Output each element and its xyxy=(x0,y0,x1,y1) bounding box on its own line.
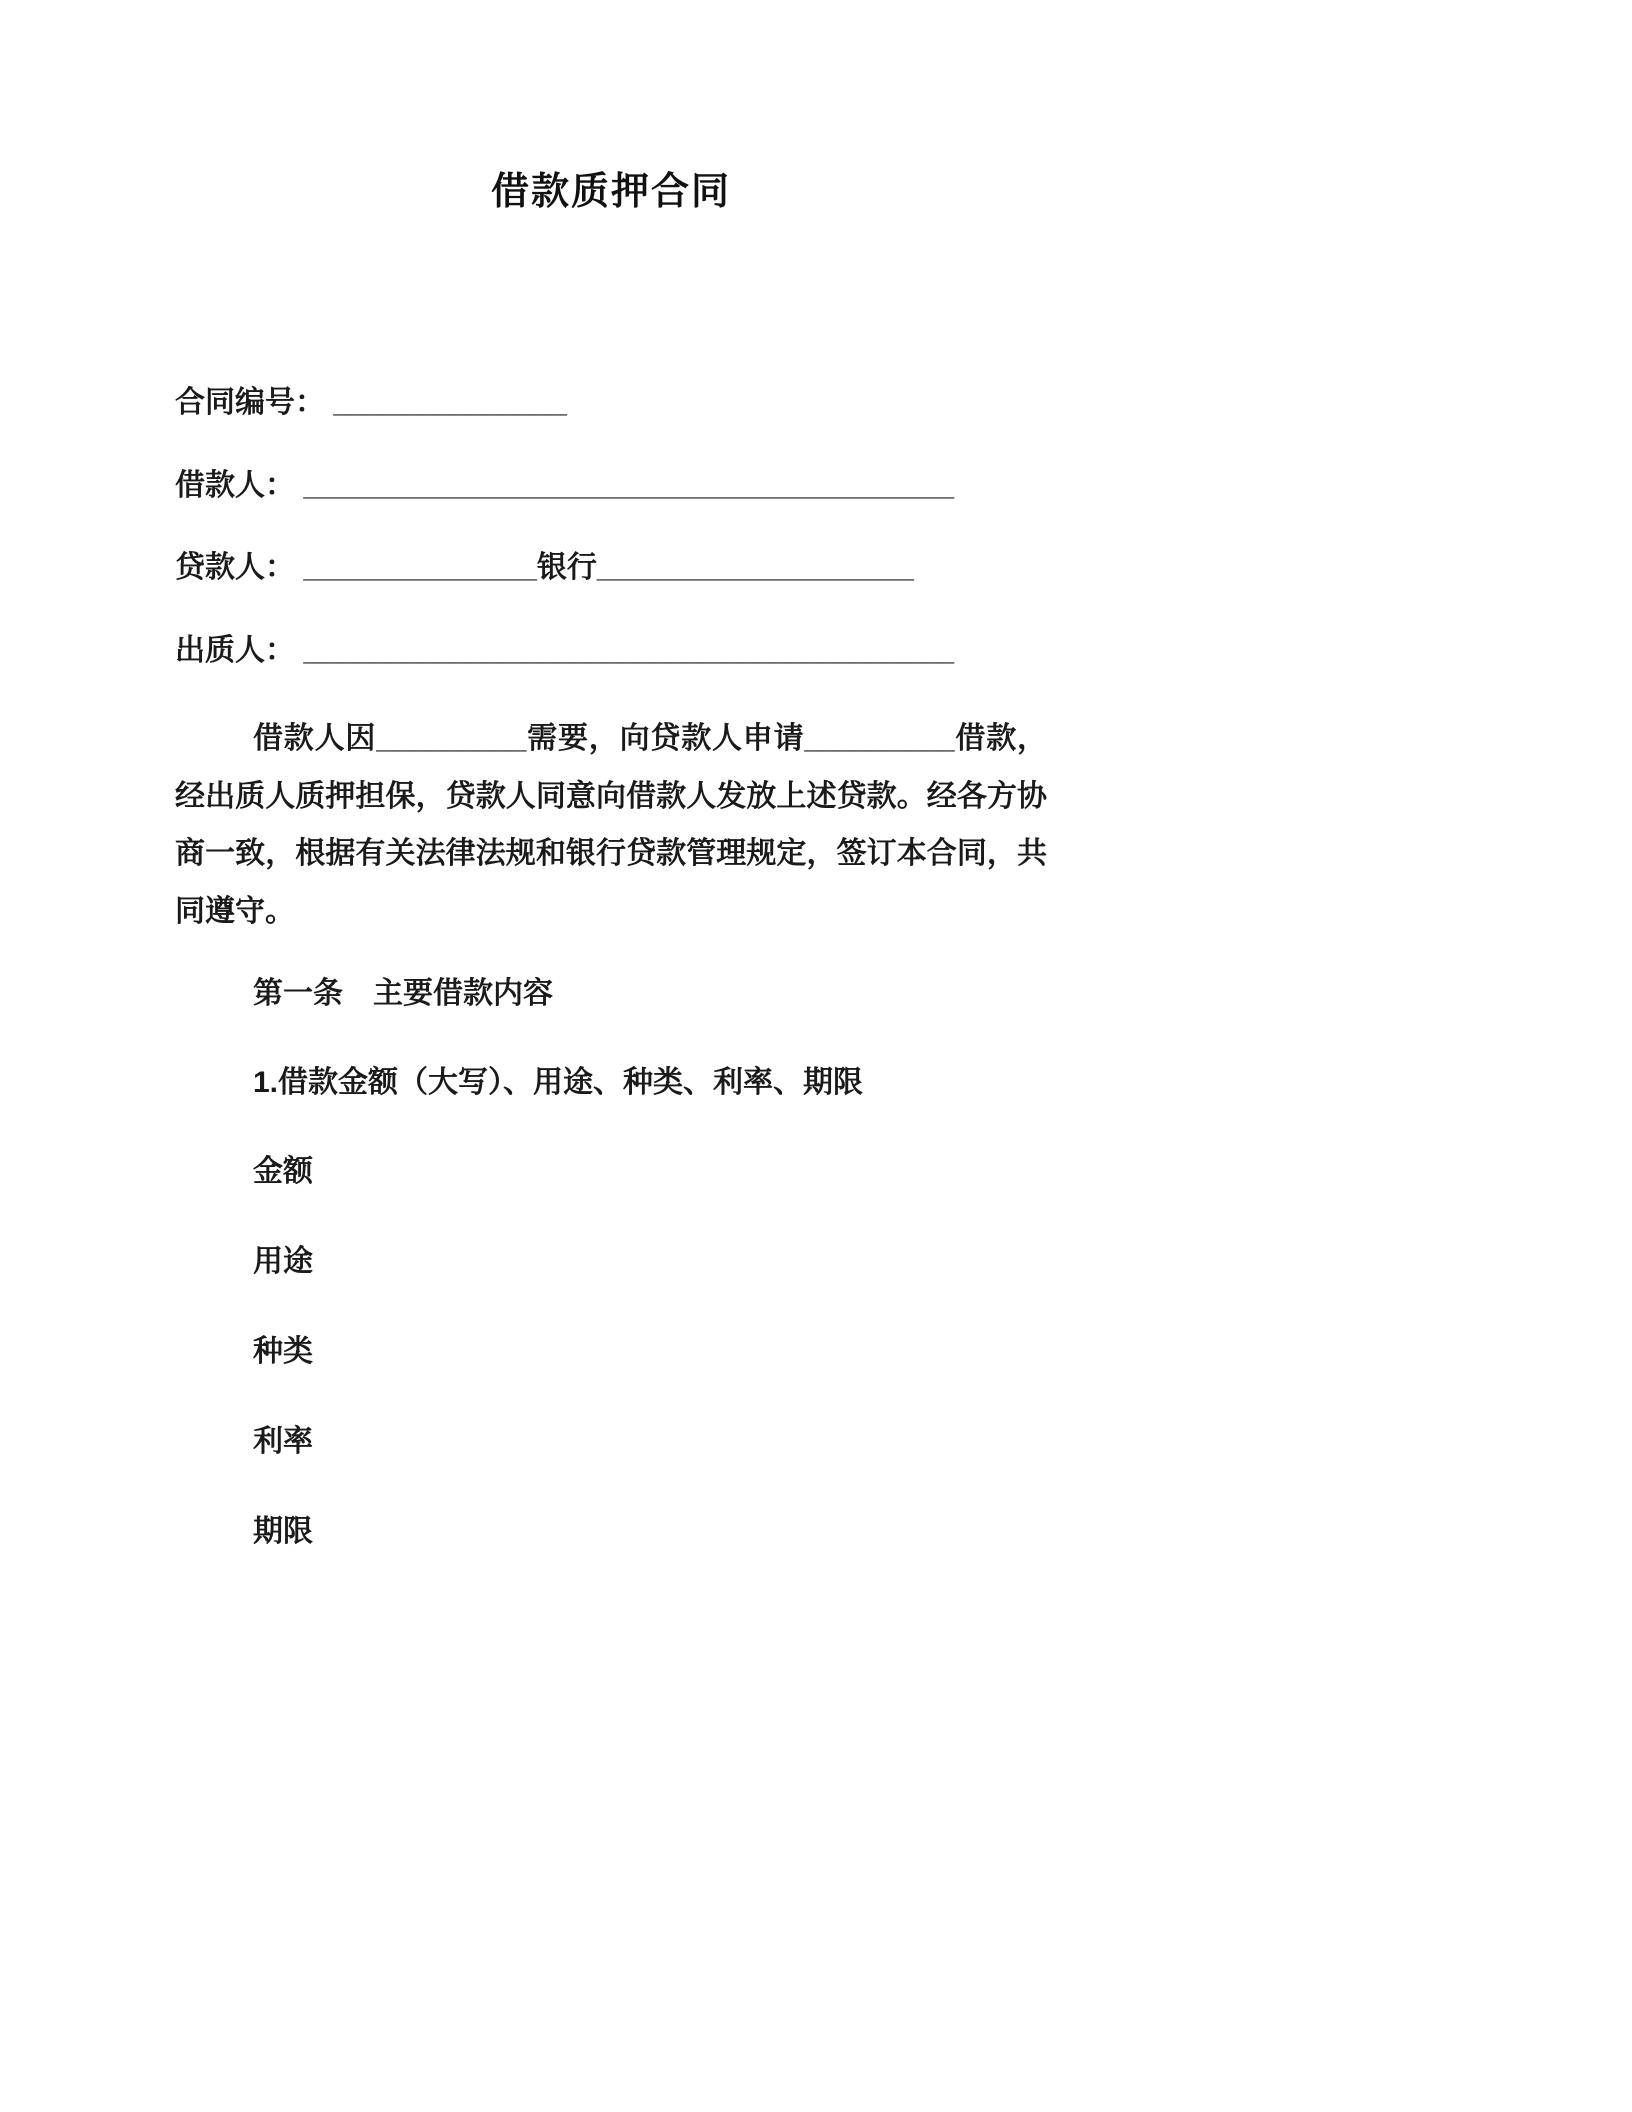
contract-number-line: 合同编号： ______________ xyxy=(175,386,567,419)
pledgor-line: 出质人： _______________________________________ xyxy=(175,633,955,667)
section-1-heading: 第一条 主要借款内容 xyxy=(253,977,553,1011)
purpose-label: 用途 xyxy=(253,1245,313,1279)
document-content xyxy=(175,160,1047,1596)
type-label: 种类 xyxy=(253,1335,313,1369)
term-label: 期限 xyxy=(253,1515,313,1549)
lender-line: 贷款人： ______________银行___________________ xyxy=(175,551,914,584)
rate-label: 利率 xyxy=(253,1425,313,1459)
borrower-line: 借款人： _______________________________________ xyxy=(175,468,955,502)
clause-1-item: 1.借款金额（大写）、用途、种类、利率、期限 xyxy=(253,1066,864,1100)
amount-label: 金额 xyxy=(253,1155,313,1189)
document-title: 借款质押合同 xyxy=(490,171,731,213)
intro-paragraph: 借款人因_________需要，向贷款人申请_________借款，经出质人质押担保，贷款人同意向借款人发放上述贷款。经各方协商一致，根据有关法律法规和银行贷款管理规定，签订本合同，共同遵守。 xyxy=(175,722,1047,928)
